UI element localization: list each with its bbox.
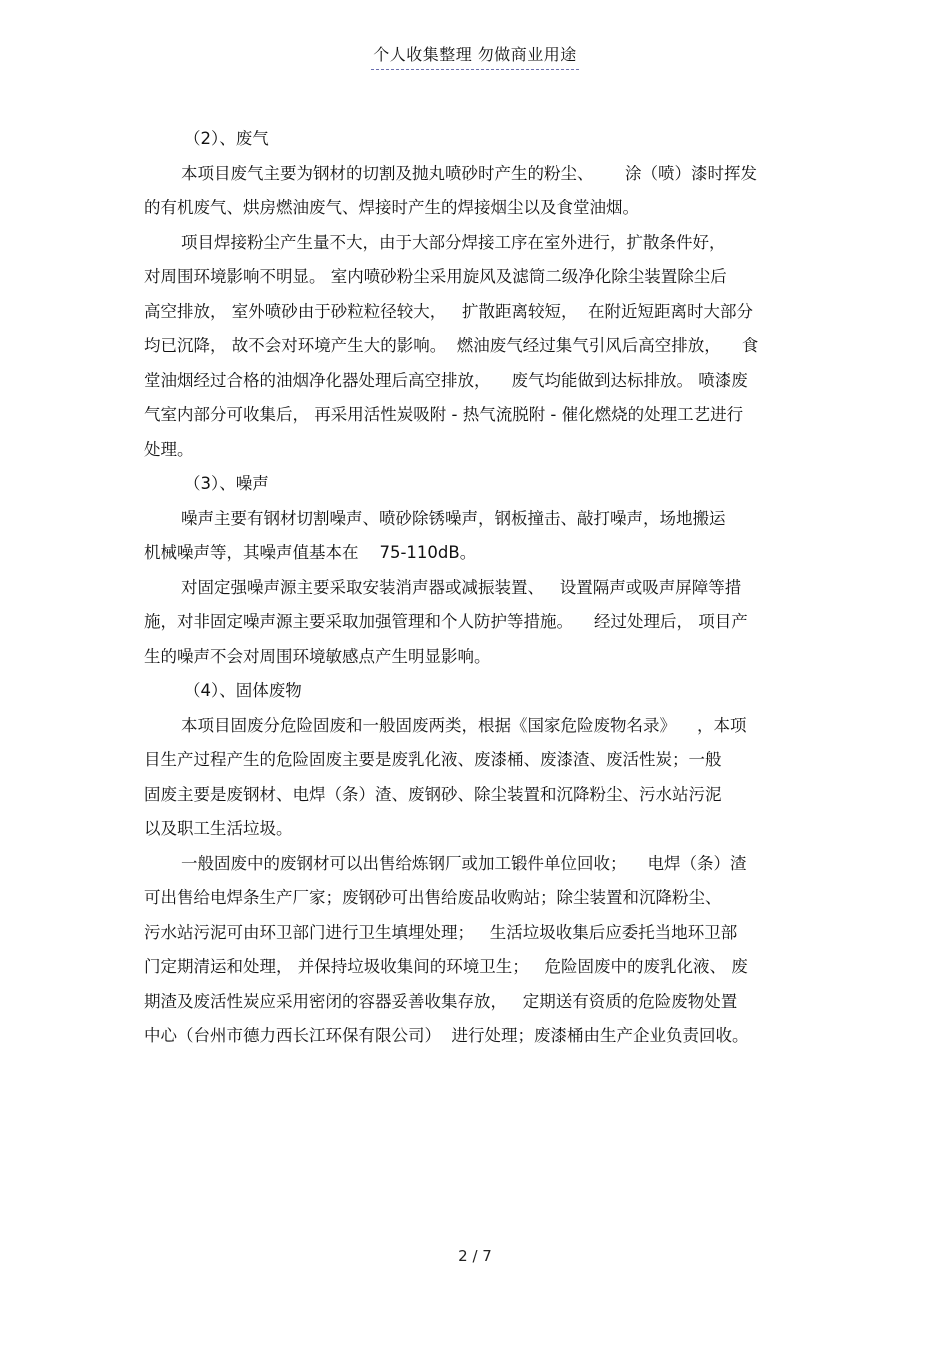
text-line: 噪声主要有钢材切割噪声、喷砂除锈噪声，钢板撞击、敲打噪声，场地搬运 — [181, 508, 726, 528]
text-line: 施，对非固定噪声源主要采取加强管理和个人防护等措施。 经过处理后， 项目产 — [144, 612, 748, 631]
text-line: 机械噪声等，其噪声值基本在 75-110dB。 — [144, 543, 477, 562]
text-line: 目生产过程产生的危险固废主要是废乳化液、废漆桶、废漆渣、废活性炭；一般 — [144, 750, 722, 769]
text-line: 对周围环境影响不明显。 室内喷砂粉尘采用旋风及滤筒二级净化除尘装置除尘后 — [144, 267, 727, 286]
page-header — [0, 42, 950, 70]
text-line: 项目焊接粉尘产生量不大，由于大部分焊接工序在室外进行，扩散条件好， — [181, 232, 726, 252]
text-line: 堂油烟经过合格的油烟净化器处理后高空排放， 废气均能做到达标排放。 喷漆废 — [144, 370, 748, 390]
text-line: 生的噪声不会对周围环境敏感点产生明显影响。 — [144, 646, 491, 666]
text-line: 的有机废气、烘房燃油废气、焊接时产生的焊接烟尘以及食堂油烟。 — [144, 198, 639, 217]
section-heading: （4）、固体废物 — [184, 681, 302, 700]
text-line: 可出售给电焊条生产厂家；废钢砂可出售给废品收购站；除尘装置和沉降粉尘、 — [144, 888, 722, 907]
document-body — [144, 122, 808, 1054]
text-line: 期渣及废活性炭应采用密闭的容器妥善收集存放， 定期送有资质的危险废物处置 — [144, 991, 738, 1011]
text-line: 高空排放， 室外喷砂由于砂粒粒径较大， 扩散距离较短， 在附近短距离时大部分 — [144, 301, 753, 321]
text-line: 门定期清运和处理， 并保持垃圾收集间的环境卫生； 危险固废中的废乳化液、 废 — [144, 957, 748, 976]
header-text: 个人收集整理 勿做商业用途 — [371, 42, 579, 70]
text-line: 本项目固废分危险固废和一般固废两类，根据《国家危险废物名录》 ，本项 — [181, 715, 747, 735]
section-heading: （2）、废气 — [184, 129, 269, 148]
text-line: 本项目废气主要为钢材的切割及抛丸喷砂时产生的粉尘、 涂（喷）漆时挥发 — [181, 163, 757, 183]
text-line: 均已沉降， 故不会对环境产生大的影响。 燃油废气经过集气引风后高空排放， 食 — [144, 336, 759, 355]
text-line: 固废主要是废钢材、电焊（条）渣、废钢砂、除尘装置和沉降粉尘、污水站污泥 — [144, 784, 722, 804]
text-line: 污水站污泥可由环卫部门进行卫生填埋处理； 生活垃圾收集后应委托当地环卫部 — [144, 922, 738, 942]
text-line: 对固定强噪声源主要采取安装消声器或减振装置、 设置隔声或吸声屏障等措 — [181, 577, 742, 597]
text-line: 以及职工生活垃圾。 — [144, 819, 293, 838]
page-number: 2 / 7 — [458, 1247, 492, 1265]
text-line: 处理。 — [144, 439, 194, 459]
section-heading: （3）、噪声 — [184, 474, 269, 493]
text-line: 一般固废中的废钢材可以出售给炼钢厂或加工锻件单位回收； 电焊（条）渣 — [181, 853, 747, 873]
text-line: 气室内部分可收集后， 再采用活性炭吸附 - 热气流脱附 - 催化燃烧的处理工艺进行 — [144, 405, 744, 424]
text-line: 中心（台州市德力西长江环保有限公司） 进行处理；废漆桶由生产企业负责回收。 — [144, 1026, 749, 1045]
